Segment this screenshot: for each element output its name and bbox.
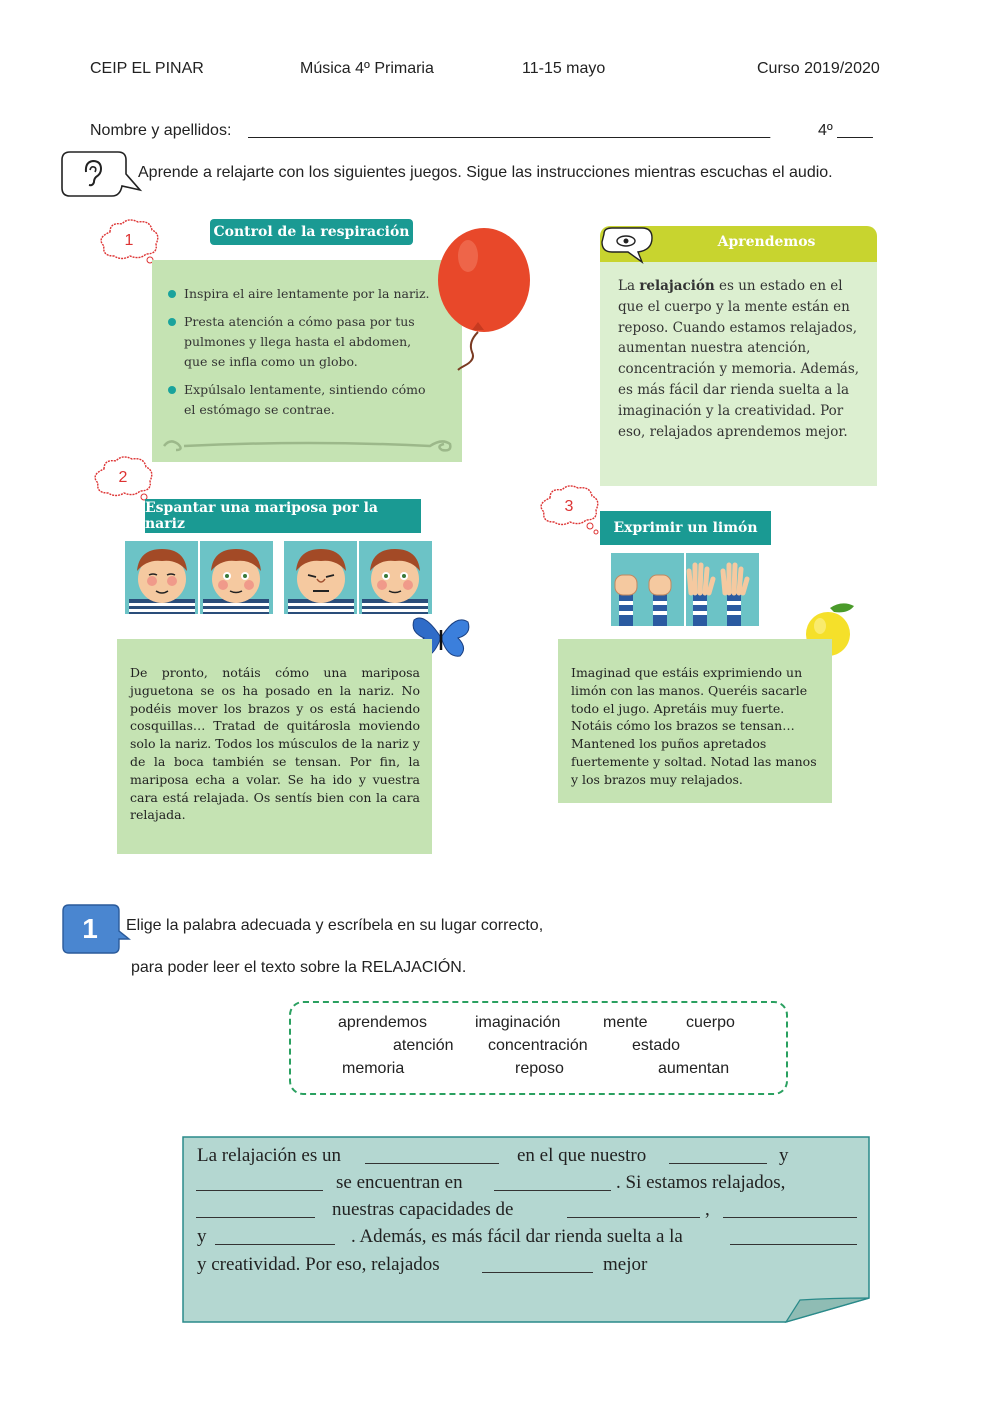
blank-field[interactable] bbox=[494, 1175, 611, 1191]
grade-field[interactable]: 4º ____ bbox=[818, 122, 873, 139]
fill-text-segment: mejor bbox=[603, 1254, 648, 1275]
blank-field[interactable] bbox=[482, 1257, 593, 1273]
intro-text: Aprende a relajarte con los siguientes juegos. Sigue las instrucciones mientras escuchas el audio. bbox=[138, 164, 833, 181]
game2-text: De pronto, notáis cómo una mariposa juguetona se os ha posado en la nariz. No podéis mover los brazos y os está haciendo cosquillas… Tratad de quitárosla moviendo solo la nariz. Todos los músculos de la nariz y de la boca también se tensan. Por fin, la mariposa echa a volar. Se ha ido y vuestra cara está relajada. Os sentís bien con la cara relajada. bbox=[130, 665, 420, 823]
word-option: aumentan bbox=[658, 1060, 730, 1077]
fill-text-segment: , bbox=[705, 1199, 710, 1220]
ear-icon bbox=[80, 158, 106, 193]
fill-text-segment: en el que nuestro bbox=[517, 1145, 647, 1166]
aprendemos-text bbox=[618, 276, 868, 442]
word-option: atención bbox=[393, 1037, 454, 1054]
fill-text-segment: y bbox=[197, 1226, 207, 1247]
name-field[interactable]: ____________________________________________________________ bbox=[248, 122, 770, 139]
word-option: reposo bbox=[515, 1060, 564, 1077]
word-option: cuerpo bbox=[686, 1014, 735, 1031]
blank-field[interactable] bbox=[669, 1148, 767, 1164]
ear-bubble bbox=[60, 150, 144, 200]
fill-text-segment: y bbox=[779, 1145, 789, 1166]
aprendemos-box bbox=[600, 262, 877, 486]
word-option: estado bbox=[632, 1037, 681, 1054]
game3-title: Exprimir un limón bbox=[600, 511, 771, 545]
fill-text-segment: La relajación es un bbox=[197, 1145, 342, 1166]
blank-field[interactable] bbox=[196, 1175, 323, 1191]
word-option: memoria bbox=[342, 1060, 405, 1077]
game3-box bbox=[558, 639, 832, 803]
blank-field[interactable] bbox=[730, 1229, 857, 1245]
aprendemos-text-start: La bbox=[618, 278, 640, 294]
fill-text-segment: y creatividad. Por eso, relajados bbox=[197, 1254, 440, 1275]
subject: Música 4º Primaria bbox=[300, 60, 434, 77]
fill-text-segment: se encuentran en bbox=[336, 1172, 463, 1193]
word-option: imaginación bbox=[475, 1014, 561, 1031]
blank-field[interactable] bbox=[215, 1229, 335, 1245]
exercise-instruction-1: Elige la palabra adecuada y escríbela en su lugar correcto, bbox=[126, 917, 544, 934]
exercise-number-badge bbox=[61, 903, 131, 955]
swirl-decoration bbox=[160, 434, 456, 456]
hands-panel bbox=[611, 553, 759, 626]
list-item: Inspira el aire lentamente por la nariz. bbox=[168, 284, 438, 304]
fill-text-segment: . Si estamos relajados, bbox=[616, 1172, 786, 1193]
game1-box bbox=[152, 260, 462, 462]
exercise-number: 1 bbox=[82, 913, 98, 944]
dates: 11-15 mayo bbox=[522, 60, 606, 77]
faces-panel-left bbox=[125, 541, 273, 614]
game3-text: Imaginad que estáis exprimiendo un limón con las manos. Queréis sacarle todo el jugo. Apretáis muy fuerte. Notáis cómo los brazos se tensan… Mantened los puños apretados fuertemente y soltad. Notad las manos y los brazos muy relajados. bbox=[571, 665, 817, 787]
game2-title: Espantar una mariposa por la nariz bbox=[145, 499, 421, 533]
aprendemos-title: Aprendemos bbox=[717, 234, 816, 250]
game1-number: 1 bbox=[124, 232, 134, 249]
blank-field[interactable] bbox=[723, 1202, 857, 1218]
word-option: mente bbox=[603, 1014, 648, 1031]
list-item: Presta atención a cómo pasa por tus pulmones y llega hasta el abdomen, que se infla como un globo. bbox=[168, 312, 438, 372]
game1-title: Control de la respiración bbox=[210, 219, 413, 245]
aprendemos-text-rest: es un estado en el que el cuerpo y la mente están en reposo. Cuando estamos relajados, aumentan nuestra atención, concentración y memoria. Además, es más fácil dar rienda suelta a la imaginación y la creatividad. Por eso, relajados aprendemos mejor. bbox=[618, 278, 860, 440]
course: Curso 2019/2020 bbox=[757, 60, 880, 77]
name-label: Nombre y apellidos: bbox=[90, 122, 232, 139]
word-option: aprendemos bbox=[338, 1014, 427, 1031]
word-option: concentración bbox=[488, 1037, 588, 1054]
fill-text-segment: . Además, es más fácil dar rienda suelta a la bbox=[351, 1226, 683, 1247]
game1-bullets bbox=[168, 284, 438, 428]
aprendemos-keyword: relajación bbox=[639, 278, 715, 294]
game2-box bbox=[117, 639, 432, 854]
game3-number-cloud bbox=[536, 484, 602, 536]
eye-icon bbox=[598, 226, 656, 266]
blank-field[interactable] bbox=[365, 1148, 499, 1164]
fill-text-segment: nuestras capacidades de bbox=[332, 1199, 514, 1220]
school-name: CEIP EL PINAR bbox=[90, 60, 204, 77]
game3-number: 3 bbox=[564, 498, 574, 515]
blank-field[interactable] bbox=[567, 1202, 700, 1218]
exercise-instruction-2: para poder leer el texto sobre la RELAJACIÓN. bbox=[131, 959, 467, 976]
game2-number: 2 bbox=[118, 469, 128, 486]
balloon-icon bbox=[428, 226, 538, 376]
blank-field[interactable] bbox=[196, 1202, 315, 1218]
list-item: Expúlsalo lentamente, sintiendo cómo el estómago se contrae. bbox=[168, 380, 438, 420]
faces-panel-right bbox=[284, 541, 432, 614]
